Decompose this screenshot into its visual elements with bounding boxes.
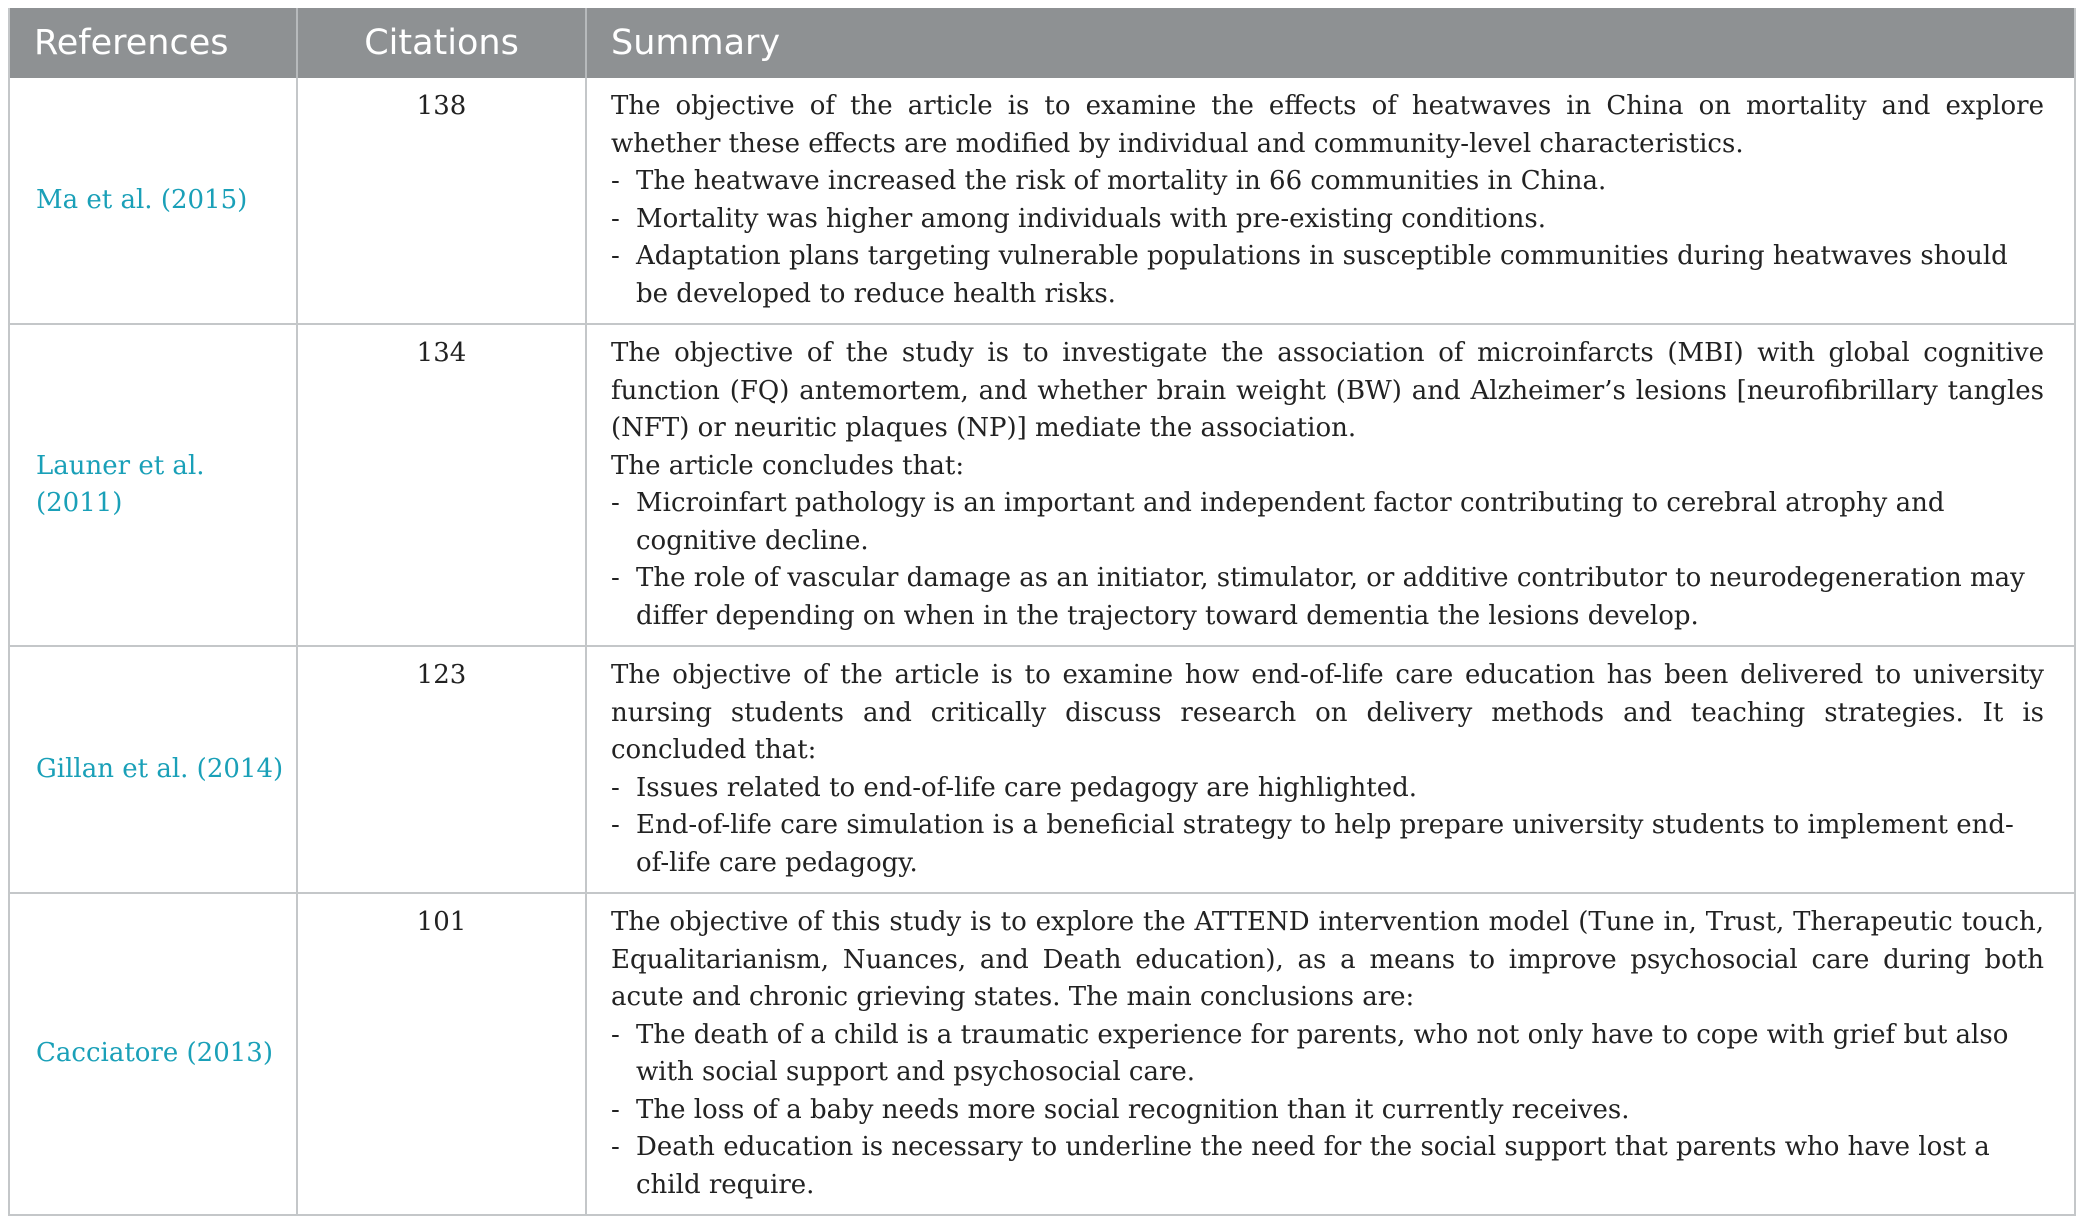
bullet-text: Adaptation plans targeting vulnerable populations in susceptible communities during heatwaves should be developed to reduce health risks. bbox=[636, 241, 2008, 309]
citation-count: 101 bbox=[297, 893, 586, 1214]
summary-bullet bbox=[611, 1017, 2044, 1092]
bullet-text: Death education is necessary to underline the need for the social support that parents who have lost a child require. bbox=[636, 1132, 1990, 1200]
header-references: References bbox=[10, 8, 297, 78]
citation-count: 123 bbox=[297, 646, 586, 893]
summary-cell bbox=[586, 893, 2074, 1214]
table-row bbox=[10, 646, 2074, 893]
bullet-dash: - bbox=[611, 1019, 620, 1050]
bullet-dash: - bbox=[611, 1132, 620, 1162]
bullet-dash: - bbox=[611, 810, 620, 840]
citation-count: 138 bbox=[297, 78, 586, 324]
summary-bullet bbox=[611, 560, 2044, 635]
table-row bbox=[10, 893, 2074, 1214]
bullet-text: The loss of a baby needs more social recognition than it currently receives. bbox=[636, 1094, 1630, 1125]
table-header-row bbox=[10, 8, 2074, 78]
references-table-container bbox=[8, 8, 2076, 1216]
summary-intro: The objective of the article is to examine the effects of heatwaves in China on mortality and explore whether these effects are modified by individual and community-level characteristics. bbox=[611, 91, 2044, 159]
bullet-text: The heatwave increased the risk of mortality in 66 communities in China. bbox=[636, 166, 1607, 196]
bullet-text: Issues related to end-of-life care pedagogy are highlighted. bbox=[636, 772, 1418, 803]
table-body bbox=[10, 78, 2074, 1214]
bullet-text: The role of vascular damage as an initiator, stimulator, or additive contributor to neurodegeneration may differ depending on when in the trajectory toward dementia the lesions develop. bbox=[636, 563, 2025, 631]
header-citations: Citations bbox=[297, 8, 586, 78]
summary-intro: The objective of the study is to investigate the association of microinfarcts (MBI) with global cognitive function (FQ) antemortem, and whether brain weight (BW) and Alzheimer’s lesions [neurofibrillary tangles (NFT) or neuritic plaques (NP)] mediate the association. bbox=[611, 338, 2044, 443]
reference-link[interactable]: Launer et al. (2011) bbox=[10, 324, 297, 646]
bullet-dash: - bbox=[611, 563, 620, 593]
table-row bbox=[10, 78, 2074, 324]
reference-link[interactable]: Ma et al. (2015) bbox=[10, 78, 297, 324]
bullet-dash: - bbox=[611, 203, 620, 234]
summary-cell bbox=[586, 324, 2074, 646]
bullet-dash: - bbox=[611, 488, 620, 518]
reference-link[interactable]: Gillan et al. (2014) bbox=[10, 646, 297, 893]
bullet-text: End-of-life care simulation is a beneficial strategy to help prepare university students to implement end-of-life care pedagogy. bbox=[636, 810, 2014, 878]
bullet-text: Mortality was higher among individuals with pre-existing conditions. bbox=[636, 203, 1546, 234]
bullet-dash: - bbox=[611, 166, 620, 196]
table-row bbox=[10, 324, 2074, 646]
summary-intro: The objective of this study is to explore the ATTEND intervention model (Tune in, Trust, Therapeutic touch, Equalitarianism, Nuances, and Death education), as a means to improve psychosocial care during both acute and chronic grieving states. The main conclusions are: bbox=[611, 907, 2044, 1012]
summary-cell bbox=[586, 78, 2074, 324]
bullet-dash: - bbox=[611, 241, 620, 271]
reference-link[interactable]: Cacciatore (2013) bbox=[10, 893, 297, 1214]
bullet-text: Microinfart pathology is an important and independent factor contributing to cerebral atrophy and cognitive decline. bbox=[636, 488, 1945, 556]
summary-lead: The article concludes that: bbox=[611, 450, 965, 481]
summary-bullet bbox=[611, 1129, 2044, 1204]
summary-bullet bbox=[611, 807, 2044, 882]
header-summary: Summary bbox=[586, 8, 2074, 78]
bullet-dash: - bbox=[611, 1094, 620, 1125]
bullet-dash: - bbox=[611, 772, 620, 803]
summary-bullet bbox=[611, 201, 2044, 239]
references-table bbox=[10, 8, 2074, 1214]
summary-bullet bbox=[611, 238, 2044, 313]
summary-cell bbox=[586, 646, 2074, 893]
summary-bullet bbox=[611, 770, 2044, 808]
summary-bullet bbox=[611, 1092, 2044, 1130]
summary-intro: The objective of the article is to examine how end-of-life care education has been delivered to university nursing students and critically discuss research on delivery methods and teaching strategies. It is concluded that: bbox=[611, 660, 2044, 765]
bullet-text: The death of a child is a traumatic experience for parents, who not only have to cope with grief but also with social support and psychosocial care. bbox=[636, 1019, 2009, 1087]
citation-count: 134 bbox=[297, 324, 586, 646]
summary-bullet bbox=[611, 485, 2044, 560]
summary-bullet bbox=[611, 163, 2044, 201]
